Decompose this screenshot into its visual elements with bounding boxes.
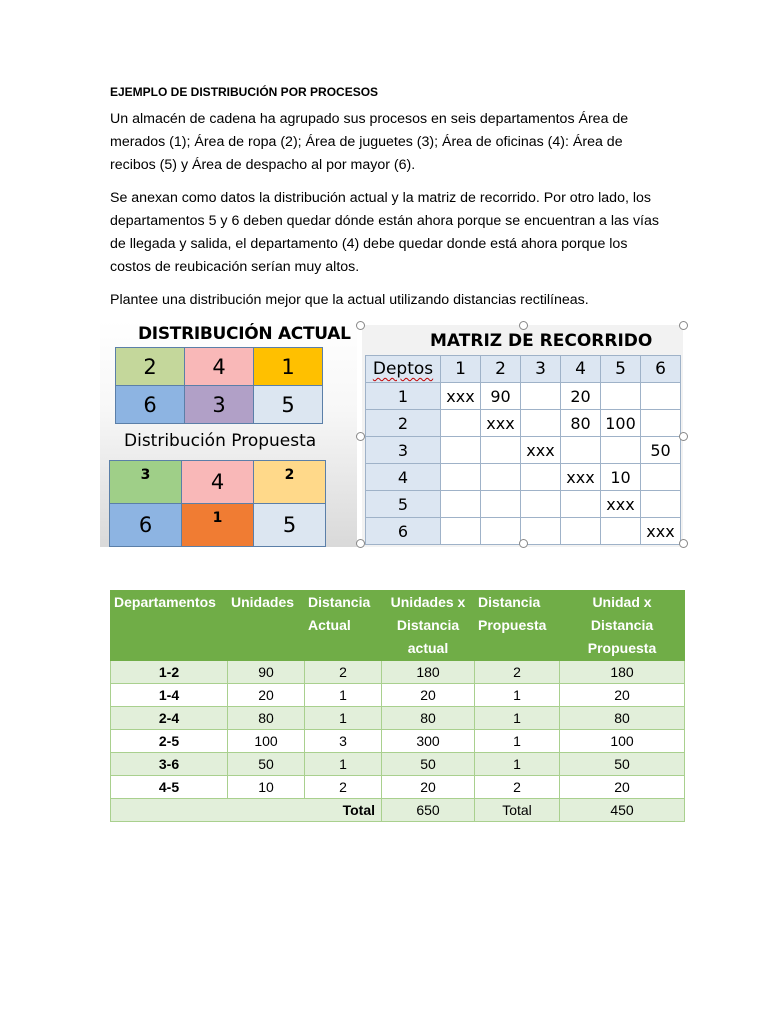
matrix-cell: 50 [641, 437, 681, 464]
table-cell: 100 [228, 730, 305, 753]
table-row [111, 684, 685, 707]
matrix-cell [521, 410, 561, 437]
table-row [111, 707, 685, 730]
table-header-cell: Departamentos [111, 591, 228, 661]
proposed-cell: 1 [182, 504, 254, 547]
resize-handle[interactable] [679, 321, 688, 330]
table-header-cell: Distancia Actual [305, 591, 382, 661]
resize-handle[interactable] [356, 432, 365, 441]
table-row [111, 661, 685, 684]
table-header-cell: Unidades x Distancia actual [382, 591, 475, 661]
matrix-cell [641, 491, 681, 518]
matrix-cell [561, 437, 601, 464]
actual-cell: 5 [254, 386, 323, 424]
matrix-cell: xxx [601, 491, 641, 518]
table-cell: 3-6 [111, 753, 228, 776]
matrix-cell: 20 [561, 383, 601, 410]
table-cell: 1 [475, 684, 560, 707]
matrix-cell [641, 464, 681, 491]
distribution-panel [100, 320, 357, 547]
layout-figure [100, 320, 687, 547]
resize-handle[interactable] [679, 432, 688, 441]
total-proposed-value: 450 [560, 799, 685, 822]
matrix-cell [601, 383, 641, 410]
table-cell: 2 [475, 776, 560, 799]
matrix-cell: 3 [366, 437, 441, 464]
table-row [111, 753, 685, 776]
table-cell: 2 [305, 776, 382, 799]
resize-handle[interactable] [679, 539, 688, 548]
resize-handle[interactable] [519, 321, 528, 330]
matrix-header-cell: 1 [441, 356, 481, 383]
matrix-row [366, 437, 681, 464]
proposed-cell: 4 [182, 461, 254, 504]
matrix-cell [641, 383, 681, 410]
matrix-cell [481, 518, 521, 545]
travel-matrix-panel [362, 325, 683, 547]
proposed-cell: 6 [110, 504, 182, 547]
table-header-cell: Unidad x Distancia Propuesta [560, 591, 685, 661]
table-cell: 180 [560, 661, 685, 684]
table-cell: 1 [305, 707, 382, 730]
resize-handle[interactable] [356, 321, 365, 330]
matrix-cell [441, 491, 481, 518]
actual-cell: 4 [185, 348, 254, 386]
matrix-cell [521, 383, 561, 410]
table-header-row [111, 591, 685, 661]
matrix-cell [441, 410, 481, 437]
matrix-cell: 90 [481, 383, 521, 410]
table-cell: 20 [382, 776, 475, 799]
matrix-cell: xxx [561, 464, 601, 491]
matrix-cell [641, 410, 681, 437]
table-cell: 4-5 [111, 776, 228, 799]
proposed-cell: 2 [254, 461, 326, 504]
actual-distribution-title: DISTRIBUCIÓN ACTUAL [138, 324, 351, 344]
total-label: Total [111, 799, 382, 822]
table-cell: 1 [305, 684, 382, 707]
table-cell: 1 [475, 707, 560, 730]
table-total-row [111, 799, 685, 822]
total-actual-value: 650 [382, 799, 475, 822]
resize-handle[interactable] [519, 539, 528, 548]
table-cell: 2-4 [111, 707, 228, 730]
matrix-cell [601, 437, 641, 464]
matrix-row [366, 383, 681, 410]
matrix-header-cell: 2 [481, 356, 521, 383]
table-cell: 50 [382, 753, 475, 776]
table-cell: 10 [228, 776, 305, 799]
matrix-header-cell: 5 [601, 356, 641, 383]
document-heading: EJEMPLO DE DISTRIBUCIÓN POR PROCESOS [110, 85, 379, 99]
table-cell: 180 [382, 661, 475, 684]
calculation-table [110, 590, 685, 822]
table-cell: 20 [560, 776, 685, 799]
matrix-cell [601, 518, 641, 545]
actual-cell: 3 [185, 386, 254, 424]
matrix-cell: 6 [366, 518, 441, 545]
resize-handle[interactable] [356, 539, 365, 548]
matrix-cell [441, 437, 481, 464]
matrix-cell: 4 [366, 464, 441, 491]
matrix-cell [561, 518, 601, 545]
table-cell: 90 [228, 661, 305, 684]
task-paragraph: Plantee una distribución mejor que la actual utilizando distancias rectilíneas. [110, 292, 589, 308]
matrix-cell [441, 464, 481, 491]
table-cell: 80 [228, 707, 305, 730]
table-cell: 20 [560, 684, 685, 707]
travel-matrix [365, 355, 681, 545]
matrix-cell: 100 [601, 410, 641, 437]
table-cell: 50 [560, 753, 685, 776]
matrix-row [366, 491, 681, 518]
matrix-title: MATRIZ DE RECORRIDO [430, 331, 653, 351]
matrix-cell: 5 [366, 491, 441, 518]
matrix-row [366, 410, 681, 437]
table-row [111, 730, 685, 753]
actual-cell: 1 [254, 348, 323, 386]
matrix-cell [481, 491, 521, 518]
table-cell: 1-4 [111, 684, 228, 707]
table-row [111, 776, 685, 799]
table-cell: 1 [305, 753, 382, 776]
table-cell: 1 [475, 730, 560, 753]
table-cell: 20 [382, 684, 475, 707]
actual-cell: 6 [116, 386, 185, 424]
proposed-distribution-grid [109, 460, 326, 547]
actual-distribution-grid [115, 347, 323, 424]
matrix-cell [561, 491, 601, 518]
intro-paragraph: Un almacén de cadena ha agrupado sus procesos en seis departamentos Área de merados (1); Área de ropa (2); Área de juguetes (3); Área de oficinas (4): Área de recibos (5) y Área de despacho al por mayor (6). [110, 111, 629, 173]
matrix-header-cell: Deptos [366, 356, 441, 383]
table-cell: 80 [382, 707, 475, 730]
table-cell: 50 [228, 753, 305, 776]
matrix-cell: 10 [601, 464, 641, 491]
matrix-header-cell: 6 [641, 356, 681, 383]
table-cell: 80 [560, 707, 685, 730]
matrix-cell: xxx [521, 437, 561, 464]
matrix-cell: 2 [366, 410, 441, 437]
table-cell: 1 [475, 753, 560, 776]
table-cell: 100 [560, 730, 685, 753]
matrix-cell [521, 491, 561, 518]
proposed-distribution-title: Distribución Propuesta [124, 431, 317, 451]
table-cell: 2 [305, 661, 382, 684]
table-cell: 300 [382, 730, 475, 753]
matrix-cell: 80 [561, 410, 601, 437]
matrix-cell [521, 464, 561, 491]
actual-cell: 2 [116, 348, 185, 386]
matrix-cell: xxx [441, 383, 481, 410]
matrix-cell: xxx [481, 410, 521, 437]
matrix-cell [441, 518, 481, 545]
proposed-cell: 5 [254, 504, 326, 547]
matrix-header-cell: 4 [561, 356, 601, 383]
table-cell: 20 [228, 684, 305, 707]
table-cell: 2 [475, 661, 560, 684]
matrix-cell [481, 437, 521, 464]
table-cell: 2-5 [111, 730, 228, 753]
table-cell: 1-2 [111, 661, 228, 684]
table-header-cell: Distancia Propuesta [475, 591, 560, 661]
matrix-cell [481, 464, 521, 491]
table-cell: 3 [305, 730, 382, 753]
matrix-row [366, 464, 681, 491]
context-paragraph: Se anexan como datos la distribución actual y la matriz de recorrido. Por otro lado, los departamentos 5 y 6 deben quedar dónde están ahora porque se encuentran a las vías de llegada y salida, el departamento (4) debe quedar donde está ahora porque los costos de reubicación serían muy altos. [110, 190, 659, 275]
proposed-cell: 3 [110, 461, 182, 504]
matrix-cell: 1 [366, 383, 441, 410]
matrix-header-row [366, 356, 681, 383]
matrix-header-cell: 3 [521, 356, 561, 383]
table-header-cell: Unidades [228, 591, 305, 661]
total-label-secondary: Total [475, 799, 560, 822]
matrix-cell: xxx [641, 518, 681, 545]
